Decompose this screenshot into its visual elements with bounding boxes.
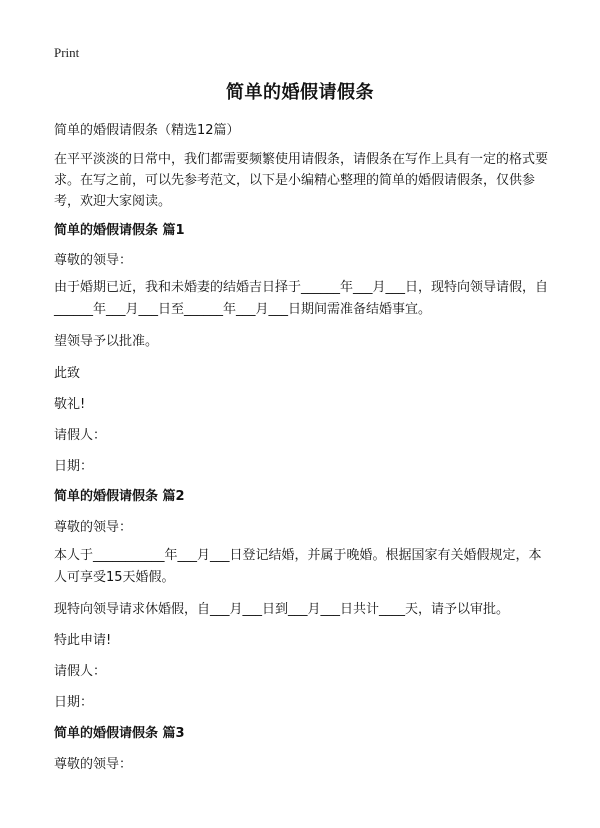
section-2-signature: 请假人： [54,664,107,679]
section-2-date: 日期： [54,695,94,710]
section-2-greeting: 尊敬的领导： [54,520,133,535]
section-1-closing-1: 此致 [54,366,81,381]
section-1-request: 望领导予以批准。 [54,334,159,349]
section-heading-2: 简单的婚假请假条 篇2 [54,489,185,504]
intro-paragraph: 在平平淡淡的日常中，我们都需要频繁使用请假条，请假条在写作上具有一定的格式要求。在写之前，可以先参考范文，以下是小编精心整理的简单的婚假请假条，仅供参考，欢迎大家阅读。 [54,152,549,209]
document-subtitle: 简单的婚假请假条（精选12篇） [54,123,240,138]
section-1-greeting: 尊敬的领导： [54,253,133,268]
section-3-greeting: 尊敬的领导： [54,757,133,772]
section-1-body: 由于婚期已近，我和未婚妻的结婚吉日择于______年___月___日，现特向领导请假，自______年___月___日至______年___月___日期间需准备结婚事宜。 [54,280,549,317]
section-2-request: 现特向领导请求休婚假，自___月___日到___月___日共计____天，请予以审批。 [54,602,510,617]
section-heading-1: 简单的婚假请假条 篇1 [54,223,185,238]
section-2-body: 本人于___________年___月___日登记结婚，并属于晚婚。根据国家有关婚假规定，本人可享受15天婚假。 [54,548,542,585]
section-1-signature: 请假人： [54,428,107,443]
document-title: 简单的婚假请假条 [226,82,374,103]
print-label[interactable]: Print [54,45,80,60]
section-1-date: 日期： [54,459,94,474]
section-2-closing: 特此申请! [54,633,112,648]
section-heading-3: 简单的婚假请假条 篇3 [54,726,185,741]
section-1-closing-2: 敬礼! [54,397,86,412]
